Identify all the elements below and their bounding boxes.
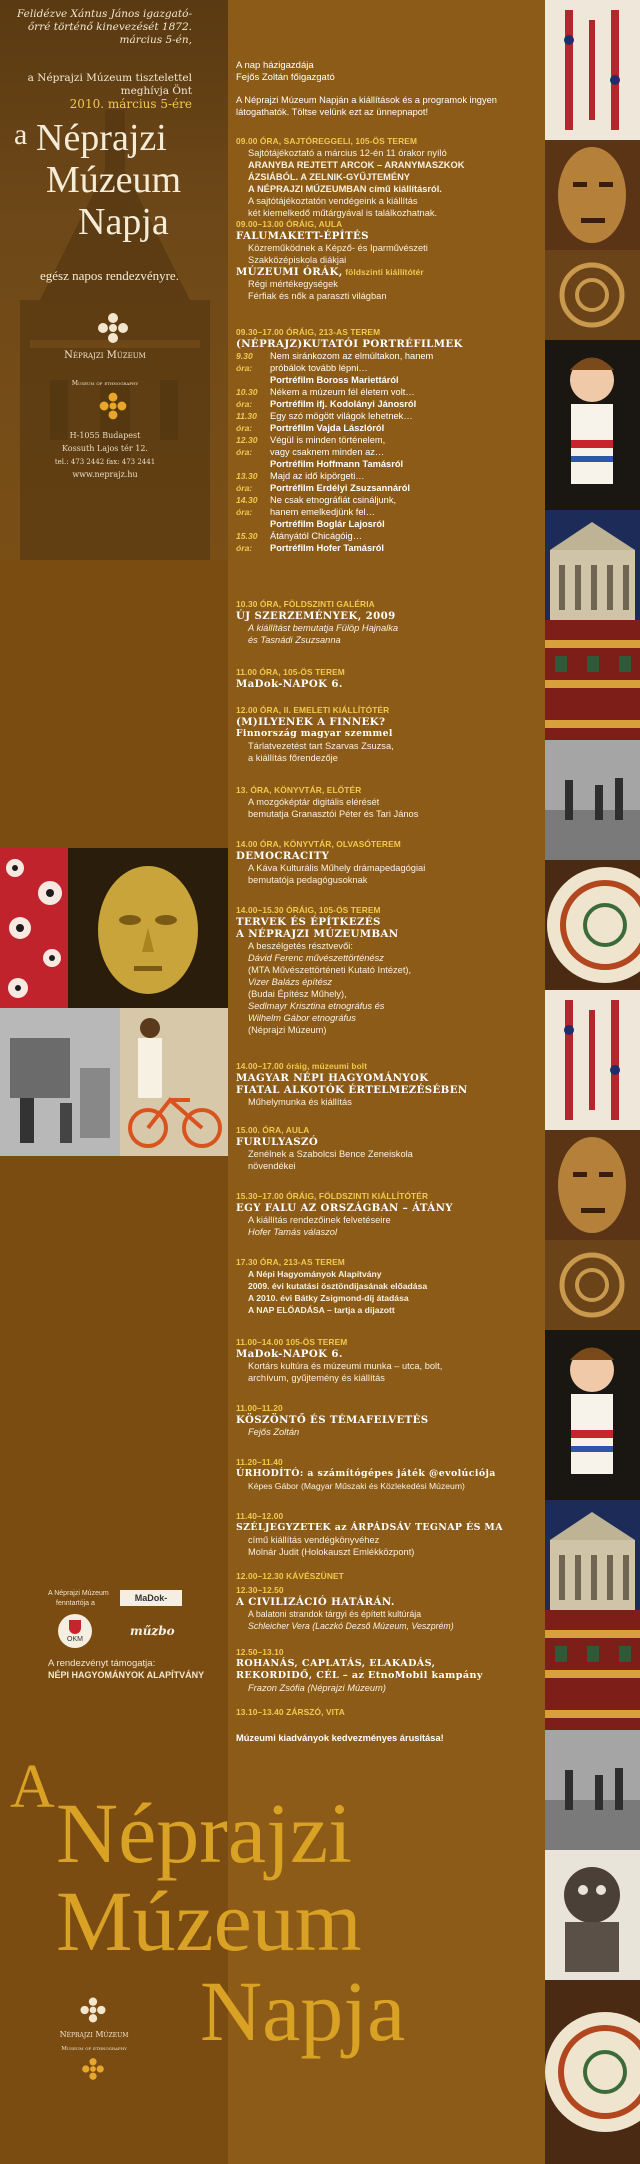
- bottom-flower-icon: [78, 1995, 108, 2025]
- logo-name: Néprajzi Múzeum: [64, 350, 146, 361]
- gold-mask: [68, 848, 228, 1008]
- plate-tile: [545, 860, 640, 990]
- support-foundation: NÉPI HAGYOMÁNYOK ALAPÍTVÁNY: [48, 1670, 205, 1680]
- event-notes: 11.40–12.00 SZÉLJEGYZETEK az ÁRPÁDSÁV TEGNAP ÉS MA című kiállítás vendégkönyvéhez Molnár Judit (Holokauszt Emlékközpont): [236, 1511, 503, 1557]
- event-model-building: 09.00–13.00 ÓRÁIG, AULA FALUMAKETT-ÉPÍTÉS Közreműködnek a Képző- és Iparművészeti Szakközépiskola diákjai MÚZEUMI ÓRÁK, földszinti kiállítótér Régi mértékegységek Férfiak és nők a paraszti világban: [236, 219, 428, 301]
- big-title-line-3: Napja: [200, 1963, 406, 2059]
- flower-logo-icon: [95, 310, 131, 346]
- host-label: A nap házigazdája: [236, 60, 314, 71]
- flower-logo-small-icon: [97, 390, 129, 422]
- textile-tile-2: [545, 1610, 640, 1730]
- address-line-1: H-1055 Budapest: [69, 431, 141, 440]
- museum-building-tile-2: [545, 1500, 640, 1610]
- event-plans: 14.00–15.30 ÓRÁIG, 105-ÖS TEREM TERVEK ÉS ÉPÍTKEZÉS A NÉPRAJZI MÚZEUMBAN A beszélgetés résztvevői: Dávid Ferenc művészettörténész (MTA Művészettörténeti Kutató Intézet), Vizer Balázs építész (Budai Építész Műhely), Sedlmayr Krisztina etnográfus és Wilhelm Gábor etnográfus (Néprajzi Múzeum): [236, 905, 412, 1035]
- event-traditions: 14.00–17.00 óráig, múzeumi bolt MAGYAR NÉPI HAGYOMÁNYOK FIATAL ALKOTÓK ÉRTELMEZÉSÉBEN Műhelymunka és kiállítás: [236, 1061, 468, 1107]
- market-scene: [0, 1008, 120, 1156]
- madok-logo-icon: MaDok-: [120, 1590, 182, 1606]
- doll-tile-2: [545, 1330, 640, 1500]
- sponsor-label-2: fenntartója a: [56, 1600, 95, 1607]
- bottom-logo-name: Néprajzi Múzeum: [59, 2030, 129, 2039]
- title-line-1: Néprajzi: [36, 117, 167, 159]
- village-photo-tile: [545, 740, 640, 860]
- event-lecture: 17.30 ÓRA, 213-AS TEREM A Népi Hagyományok Alapítvány 2009. évi kutatási ösztöndíjasának előadása A 2010. évi Bátky Zsigmond-díj átadása A NAP ELŐADÁSA – tartja a díjazott: [236, 1257, 428, 1315]
- phone-fax: tel.: 473 2442 fax: 473 2441: [54, 458, 156, 466]
- textile-tile: [545, 620, 640, 740]
- event-date: 2010. március 5-ére: [69, 97, 192, 111]
- carving-tile: [545, 250, 640, 340]
- plate-tile-2: [545, 1980, 640, 2164]
- event-madok-1: 11.00 ÓRA, 105-ÖS TEREM MaDok-NAPOK 6.: [236, 667, 345, 690]
- host-name: Fejős Zoltán főigazgató: [236, 72, 335, 83]
- doll-tile: [545, 340, 640, 510]
- title-a: a: [14, 118, 28, 151]
- gold-mask-photo: [68, 848, 228, 1008]
- wooden-mask-tile: [545, 140, 640, 250]
- big-title-line-1: Néprajzi: [56, 1785, 353, 1881]
- carving-tile-2: [545, 1240, 640, 1330]
- event-etnomobil: 12.50–13.10 ROHANÁS, CAPLATÁS, ELAKADÁS, REKORDIDŐ, CÉL – az EtnoMobil kampány Frazon Zsófia (Néprajzi Múzeum): [236, 1647, 483, 1693]
- event-press: 09.00 ÓRA, SAJTÓREGGELI, 105-ÖS TEREM Sajtótájékoztató a március 12-én 11 órakor nyíló ARANYBA REJTETT ARCOK – ARANYMASZKOK ÁZSIÁBÓL. A ZELNIK-GYŰJTEMÉNY A NÉPRAJZI MÚZEUMBAN című kiállításról. A sajtótájékoztatón vendégeink a kiállítás két kiemelkedő műtárgyával is találkozhatnak.: [236, 136, 465, 218]
- bottom-flower-small-icon: [80, 2056, 106, 2082]
- sponsor-label-1: A Néprajzi Múzeum: [48, 1590, 109, 1597]
- address-line-2: Kossuth Lajos tér 12.: [62, 444, 148, 453]
- intro-text: Felidézve Xántus János igazgató-őrré történő kinevezését 1872. március 5-én,: [16, 8, 192, 46]
- publications-sale: Múzeumi kiadványok kedvezményes árusítása!: [236, 1733, 444, 1743]
- figure-tile: [545, 1850, 640, 1980]
- event-finns: 12.00 ÓRA, II. EMELETI KIÁLLÍTÓTÉR (M)ILYENEK A FINNEK? Finnország magyar szemmel Tárlatvezetést tart Szarvas Zsuzsa, a kiállítás főrendezője: [236, 705, 394, 763]
- bottom-title: [0, 1740, 535, 2100]
- event-portrait-films: 09.30–17.00 ÓRÁIG, 213-AS TEREM (NÉPRAJZ)KUTATÓI PORTRÉFILMEK 9.30 óra: Nem siránkozom az elmúltakon, hanem próbálok tovább lépni… Portréfilm Boross Mariettáról 10.30 óra: Nékem a múzeum fél életem volt… Portréfilm ifj. Kodolányi Jánosról 11.30 óra: Egy szó mögött világok lehetnek… Portréfilm Vajda Lászlóról 12.30 óra: Végül is minden történelem, vagy csaknem minden az… Portréfilm Hoffmann Tamásról 13.30 óra: Majd az idő kipörgeti… Portréfilm Erdélyi Zsuzsannáról 14.30 óra: Ne csak etnográfiát csináljunk, hanem emelkedjünk fel… Portréfilm Boglár Lajosról 15.30 óra: Átányától Chicágóig… Portréfilm Hofer Tamásról: [236, 327, 463, 553]
- subtitle: egész napos rendezvényre.: [40, 268, 179, 283]
- event-flute: 15.00. ÓRA, AULA FURULYASZÓ Zenélnek a Szabolcsi Bence Zeneiskola növendékei: [236, 1125, 413, 1171]
- invite-text: a Néprajzi Múzeum tisztelettel meghívja Önt: [27, 72, 192, 97]
- right-image-strip: [545, 0, 640, 2164]
- photo-collage: [0, 848, 228, 1156]
- embroidery-tile: [545, 0, 640, 140]
- website-link[interactable]: www.neprajz.hu: [72, 470, 138, 479]
- marimekko-photo: [0, 848, 68, 1008]
- event-closing: 13.10–13.40 ZÁRSZÓ, VITA: [236, 1707, 345, 1717]
- bicycle-scene: [120, 1008, 228, 1156]
- event-madok-2: 11.00–14.00 105-ÖS TEREM MaDok-NAPOK 6. Kortárs kultúra és múzeumi munka – utca, bolt, archívum, gyűjtemény és kiállítás: [236, 1337, 443, 1383]
- support-label: A rendezvényt támogatja:: [48, 1658, 156, 1669]
- event-film-archive: 13. ÓRA, KÖNYVTÁR, ELŐTÉR A mozgóképtár digitális elérését bemutatja Granasztói Péter és Tari János: [236, 785, 419, 819]
- big-title-line-2: Múzeum: [56, 1873, 362, 1969]
- event-game: 11.20–11.40 ÚRHODÍTÓ: a számítógépes játék @evolúciója Képes Gábor (Magyar Műszaki és Közlekedési Múzeum): [236, 1457, 496, 1491]
- muzbo-logo-icon: műzbo: [130, 1624, 175, 1638]
- left-header: [0, 0, 228, 560]
- event-democracity: 14.00 ÓRA, KÖNYVTÁR, OLVASÓTEREM DEMOCRACITY A Káva Kulturális Műhely drámapedagógiai bemutatója pedagógusoknak: [236, 839, 426, 885]
- title-line-2: Múzeum: [46, 159, 182, 201]
- poppy-pattern: [0, 848, 68, 1008]
- event-welcome: 11.00–11.20 KÖSZÖNTŐ ÉS TÉMAFELVETÉS Fejős Zoltán: [236, 1403, 429, 1437]
- event-civilization: 12.30–12.50 A CIVILIZÁCIÓ HATÁRÁN. A balatoni strandok tárgyi és épített kultúrája Schleicher Vera (Laczkó Dezső Múzeum, Veszprém): [236, 1585, 454, 1631]
- bottom-logo-en: Museum of ethnography: [61, 2046, 127, 2052]
- okm-logo-icon: OKM: [58, 1614, 92, 1648]
- sponsors: [0, 1590, 228, 1710]
- big-title-a: A: [10, 1753, 55, 1821]
- program-intro: A Néprajzi Múzeum Napján a kiállítások és a programok ingyen látogathatók. Töltse velünk ezt az ünnepnapot!: [236, 95, 497, 117]
- museum-building-tile: [545, 510, 640, 620]
- event-coffee: 12.00–12.30 KÁVÉSZÜNET: [236, 1571, 344, 1581]
- title-line-3: Napja: [78, 201, 169, 243]
- embroidery-tile-2: [545, 990, 640, 1130]
- wooden-mask-tile-2: [545, 1130, 640, 1240]
- bicycle-photo: [120, 1008, 228, 1156]
- logo-en: Museum of ethnography: [71, 380, 139, 387]
- village-photo-tile-2: [545, 1730, 640, 1850]
- event-new-acquisitions: 10.30 ÓRA, FÖLDSZINTI GALÉRIA ÚJ SZERZEMÉNYEK, 2009 A kiállítást bemutatja Fülöp Hajnalka és Tasnádi Zsuzsanna: [236, 599, 399, 645]
- market-photo: [0, 1008, 120, 1156]
- event-atany: 15.30–17.00 ÓRÁIG, FÖLDSZINTI KIÁLLÍTÓTÉR EGY FALU AZ ORSZÁGBAN – ÁTÁNY A kiállítás rendezőinek felvetéseire Hofer Tamás válaszol: [236, 1191, 453, 1237]
